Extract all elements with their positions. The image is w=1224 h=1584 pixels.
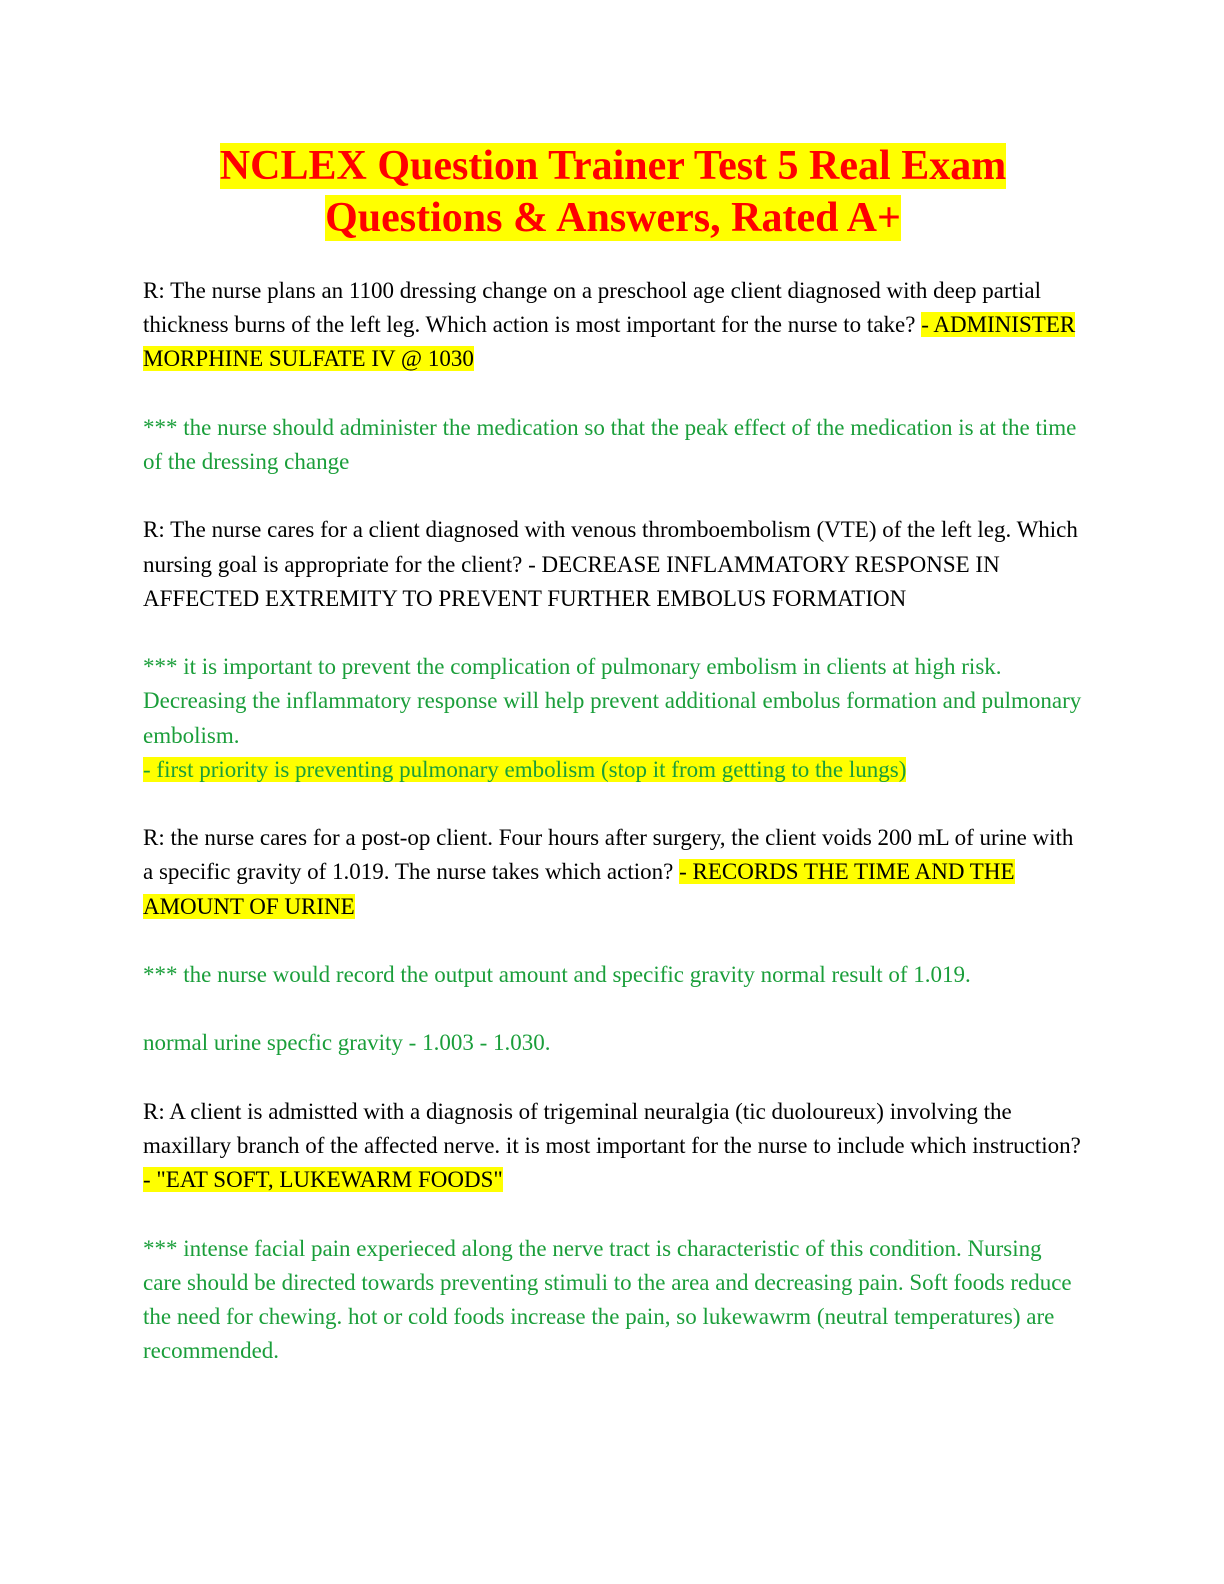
question-3-rationale: *** the nurse would record the output amount and specific gravity normal result of 1.019.: [143, 961, 971, 987]
document-page: [143, 140, 1083, 1368]
question-1-rationale: *** the nurse should administer the medication so that the peak effect of the medication is at the time of the dressing change: [143, 414, 1077, 474]
document-title: [143, 140, 1083, 244]
question-1-text: R: The nurse plans an 1100 dressing change on a preschool age client diagnosed with deep partial thickness burns of the left leg. Which action is most important for the nurse to take?: [143, 278, 1042, 338]
question-1-answer: - ADMINISTER MORPHINE SULFATE IV @ 1030: [143, 312, 1076, 372]
question-3: [143, 821, 1083, 924]
question-4-rationale: *** intense facial pain experieced along the nerve tract is characteristic of this condition. Nursing care should be directed towards preventing stimuli to the area and decreasing pain. Soft foods reduce the need for chewing. hot or cold foods increase the pain, so lukewawrm (neutral temperatures) are recommended.: [143, 1235, 1072, 1364]
question-2-rationale: *** it is important to prevent the complication of pulmonary embolism in clients at high risk. Decreasing the inflammatory response will help prevent additional embolus formation and pulmonary embolism.: [143, 654, 1082, 748]
question-4-answer: - "EAT SOFT, LUKEWARM FOODS": [143, 1167, 503, 1193]
question-2-note: [143, 753, 1083, 787]
title-line-2: Questions & Answers, Rated A+: [325, 195, 901, 241]
title-line-1: NCLEX Question Trainer Test 5 Real Exam: [219, 143, 1007, 189]
question-4: [143, 1095, 1083, 1198]
question-1: [143, 274, 1083, 377]
question-2: R: The nurse cares for a client diagnosed with venous thromboembolism (VTE) of the left leg. Which nursing goal is appropriate for the client? - DECREASE INFLAMMATORY RESPONSE IN AFFECTED EXTREMITY TO PREVENT FURTHER EMBOLUS FORMATION: [143, 517, 1078, 611]
question-2-note-text: - first priority is preventing pulmonary embolism (stop it from getting to the lungs): [143, 756, 907, 782]
question-3-answer: - RECORDS THE TIME AND THE AMOUNT OF URINE: [143, 859, 1015, 919]
question-3-extra: normal urine specfic gravity - 1.003 - 1.030.: [143, 1030, 551, 1056]
question-4-text: R: A client is admistted with a diagnosis of trigeminal neuralgia (tic duoloureux) involving the maxillary branch of the affected nerve. it is most important for the nurse to include which instruction?: [143, 1098, 1081, 1158]
question-3-text: R: the nurse cares for a post-op client. Four hours after surgery, the client voids 200 mL of urine with a specific gravity of 1.019. The nurse takes which action?: [143, 825, 1074, 885]
